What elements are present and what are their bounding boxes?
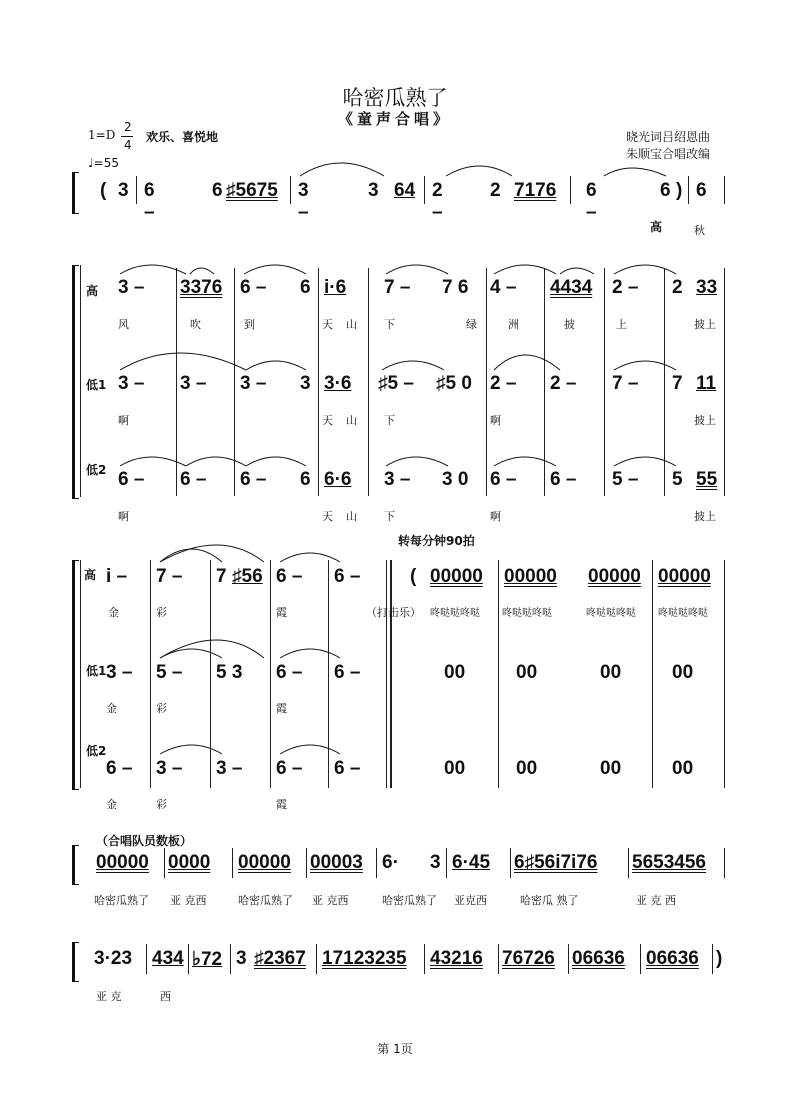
note: i –	[106, 566, 128, 587]
lyric: 咚哒哒咚哒	[430, 608, 480, 619]
note: 6·45	[452, 852, 491, 873]
lyric: 下	[384, 318, 395, 331]
lyric: 咚哒哒咚哒	[586, 608, 636, 619]
note: 00000	[504, 566, 557, 587]
slur	[494, 355, 560, 370]
note: 7176	[514, 180, 557, 201]
slur	[280, 745, 340, 754]
note: 06636	[646, 948, 699, 969]
lyric: 披	[564, 318, 575, 331]
note: ♯2367	[254, 948, 306, 969]
note: 5 3	[216, 662, 243, 683]
lyric: 吹	[190, 318, 201, 331]
note: 55	[696, 469, 718, 490]
lyric: 霞	[276, 798, 287, 811]
lyric: 下	[384, 510, 395, 523]
note: 2 –	[432, 180, 443, 223]
lyric: 啊	[118, 510, 129, 523]
note: 00003	[310, 852, 363, 873]
lyric: 上	[616, 318, 627, 331]
credit-lyricist-composer: 晓光词吕绍恩曲	[626, 130, 711, 144]
note: 00	[516, 662, 538, 683]
lyric: 下	[384, 414, 395, 427]
time-signature-top: 2	[124, 120, 132, 134]
note: (	[410, 566, 417, 587]
lyric: 金	[108, 606, 119, 619]
lyric: 哈密瓜熟了	[238, 894, 293, 907]
slur	[494, 265, 556, 274]
voice-label-high: 高	[86, 284, 99, 298]
note: 2 –	[612, 277, 639, 298]
note: 3	[118, 180, 129, 201]
lyric: 咚哒哒咚哒	[502, 608, 552, 619]
note: 00	[444, 662, 466, 683]
lyric: 亚 克 西	[636, 894, 676, 907]
song-subtitle: 《童声合唱》	[337, 110, 452, 128]
voice-label-high: 高	[84, 568, 97, 582]
lyric: 霞	[276, 606, 287, 619]
slur	[120, 457, 186, 466]
note: 7 –	[612, 373, 639, 394]
lyric: 天	[322, 510, 333, 523]
note: ♯5 –	[378, 373, 414, 394]
time-signature-bottom: 4	[124, 138, 132, 152]
lyric: 哈密瓜 熟了	[520, 894, 579, 907]
note: 6 –	[144, 180, 155, 223]
note: 2	[672, 277, 683, 298]
note: ♯56	[232, 566, 263, 587]
note: 5	[672, 469, 683, 490]
note: 3	[368, 180, 379, 201]
note: 64	[394, 180, 416, 201]
note: 0000	[168, 852, 211, 873]
note: 4434	[550, 277, 593, 298]
lyric: 西	[160, 990, 171, 1003]
note: 00	[672, 758, 694, 779]
note: 3	[236, 948, 247, 969]
lyric: 亚 克	[96, 990, 122, 1003]
note: (	[100, 180, 107, 201]
note: 6 –	[276, 758, 303, 779]
note: 6 –	[240, 469, 267, 490]
lyric: 披上	[694, 414, 716, 427]
note: 7 –	[156, 566, 183, 587]
note: 3 –	[216, 758, 243, 779]
note: 6 –	[334, 566, 361, 587]
slur	[280, 649, 340, 658]
note: 6 –	[276, 662, 303, 683]
note: 6 –	[276, 566, 303, 587]
voice-label-low1: 低1	[86, 664, 107, 678]
lyric: 披上	[694, 318, 716, 331]
note: 6 –	[334, 758, 361, 779]
note: 43216	[430, 948, 483, 969]
slur	[560, 268, 594, 274]
slur	[160, 649, 222, 658]
note: 3 –	[118, 277, 145, 298]
slur	[280, 553, 340, 562]
note: 00000	[658, 566, 711, 587]
lyric: 山	[346, 414, 357, 427]
note: 5 –	[156, 662, 183, 683]
slur	[446, 166, 512, 176]
note: 00000	[96, 852, 149, 873]
slur	[190, 268, 214, 274]
lyric: 亚 克西	[170, 894, 207, 907]
slur	[386, 265, 448, 274]
lyric: 山	[346, 318, 357, 331]
note: 3	[430, 852, 441, 873]
note: 3 –	[240, 373, 267, 394]
note: 434	[152, 948, 184, 969]
note: 6 –	[118, 469, 145, 490]
tempo-mark: ♩=55	[88, 156, 119, 170]
lyric: 彩	[156, 606, 167, 619]
lyric: 啊	[490, 414, 501, 427]
note: )	[716, 948, 723, 969]
lyric: 彩	[156, 798, 167, 811]
note: 00	[444, 758, 466, 779]
tempo-change: 转每分钟90拍	[398, 534, 475, 548]
lyric: 风	[118, 318, 129, 331]
slur	[186, 457, 246, 466]
note: 6	[660, 180, 671, 201]
lyric: 秋	[694, 224, 705, 237]
lyric: 山	[346, 510, 357, 523]
note: 11	[696, 373, 717, 394]
note: 3 –	[180, 373, 207, 394]
note: 00000	[238, 852, 291, 873]
note: 3376	[180, 277, 223, 298]
note: 3 –	[384, 469, 411, 490]
note: 33	[696, 277, 718, 298]
note: 3 0	[442, 469, 469, 490]
slur	[160, 545, 264, 562]
lyric: 金	[106, 702, 117, 715]
lyric: 亚克西	[454, 894, 487, 907]
song-title: 哈密瓜熟了	[342, 86, 448, 110]
note: 2 –	[550, 373, 577, 394]
lyric: 绿	[466, 318, 477, 331]
lyric: 金	[106, 798, 117, 811]
key-signature: 1=D	[88, 128, 116, 142]
note: 06636	[572, 948, 625, 969]
note: 7 –	[384, 277, 411, 298]
note: )	[676, 180, 683, 201]
note: 6	[300, 277, 311, 298]
note: 2	[490, 180, 501, 201]
lyric: 哈密瓜熟了	[94, 894, 149, 907]
voice-label-low1: 低1	[86, 378, 107, 392]
note: 00	[516, 758, 538, 779]
slur	[614, 265, 676, 274]
note: 6·6	[324, 469, 352, 490]
lyric: 哈密瓜熟了	[382, 894, 437, 907]
note: 6·	[382, 852, 399, 873]
lyric: 天	[322, 318, 333, 331]
credit-arranger: 朱顺宝合唱改编	[626, 147, 711, 161]
note: ♭72	[192, 949, 223, 970]
lyric: 亚 克西	[312, 894, 349, 907]
voice-label-low2: 低2	[86, 744, 107, 758]
slur	[246, 361, 306, 370]
note: 3·23	[94, 948, 133, 969]
note: 3	[300, 373, 311, 394]
note: 7	[216, 566, 227, 587]
slur	[382, 361, 444, 370]
lyric: 咚哒哒咚哒	[658, 608, 708, 619]
lyric: 啊	[490, 510, 501, 523]
slur	[386, 457, 448, 466]
slur	[160, 549, 222, 562]
slur	[614, 361, 676, 370]
lyric: 高	[650, 220, 663, 234]
lyric: 天	[322, 414, 333, 427]
lyric: 披上	[694, 510, 716, 523]
note: 3·6	[324, 373, 352, 394]
lyric: 到	[244, 318, 255, 331]
lyric: 霞	[276, 702, 287, 715]
expression-mark: 欢乐、喜悦地	[146, 130, 219, 144]
note: 6 –	[240, 277, 267, 298]
note: 7 6	[442, 277, 469, 298]
note: 3 –	[298, 180, 309, 223]
note: 6	[300, 469, 311, 490]
note: 00000	[588, 566, 641, 587]
note: 17123235	[322, 948, 407, 969]
slur	[494, 457, 556, 466]
slur	[120, 353, 246, 370]
note: 6 –	[106, 758, 133, 779]
note: 00	[600, 662, 622, 683]
note: 7	[672, 373, 683, 394]
slur	[160, 640, 264, 658]
note: 5 –	[612, 469, 639, 490]
note: 4 –	[490, 277, 517, 298]
note: 3 –	[106, 662, 133, 683]
note: i·6	[324, 277, 347, 298]
note: 00000	[430, 566, 483, 587]
lyric: 洲	[508, 318, 519, 331]
note: 76726	[502, 948, 555, 969]
voice-label-low2: 低2	[86, 463, 107, 477]
note: 6 –	[180, 469, 207, 490]
note: 6♯56i7i76	[514, 852, 598, 873]
slur	[604, 168, 666, 176]
slur	[300, 163, 384, 176]
note: 6 –	[334, 662, 361, 683]
note: 5653456	[632, 852, 706, 873]
note: 6 –	[490, 469, 517, 490]
slur	[120, 265, 186, 274]
lyric: 彩	[156, 702, 167, 715]
note: 6 –	[550, 469, 577, 490]
note: 6 –	[586, 180, 597, 223]
note: 3 –	[156, 758, 183, 779]
note: 2 –	[490, 373, 517, 394]
slur	[244, 265, 306, 274]
note: ♯5675	[226, 180, 278, 201]
note: 00	[600, 758, 622, 779]
note: 00	[672, 662, 694, 683]
note: 6	[696, 180, 707, 201]
slur	[160, 745, 222, 754]
note: ♯5 0	[436, 373, 472, 394]
page-number: 第 1页	[377, 1042, 413, 1056]
slur	[614, 457, 676, 466]
section-label: （合唱队员数板）	[96, 834, 193, 848]
note: 3 –	[118, 373, 145, 394]
lyric: 啊	[118, 414, 129, 427]
note: 6	[212, 180, 223, 201]
slur	[246, 457, 306, 466]
percussion-label: （打击乐）	[366, 606, 421, 619]
